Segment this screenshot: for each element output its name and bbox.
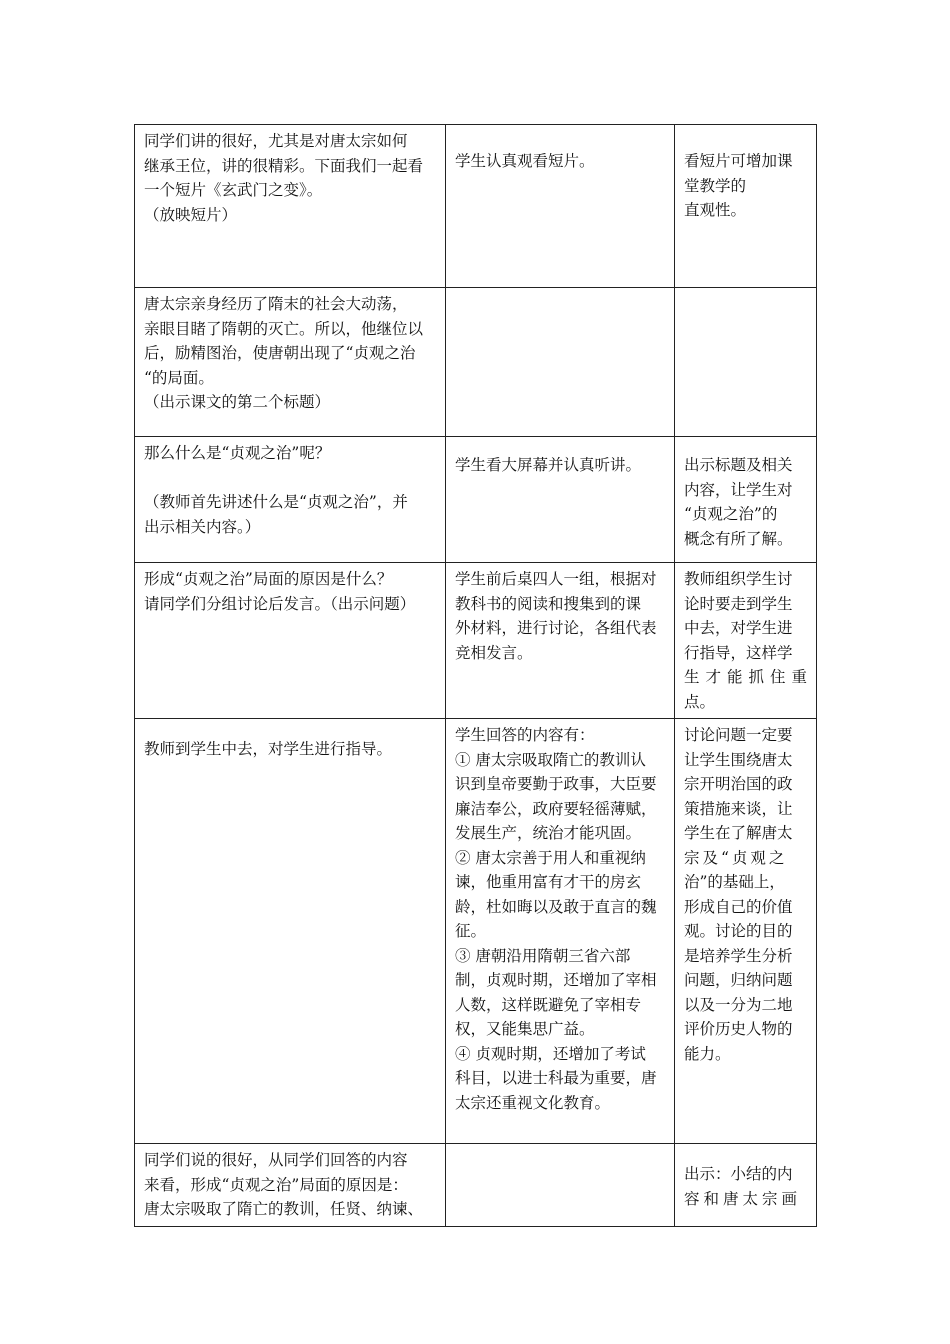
teacher-text: 后，励精图治，使唐朝出现了“贞观之治	[144, 344, 416, 362]
student-text: 竞相发言。	[455, 643, 533, 662]
table-row	[135, 125, 817, 288]
design-intent-cell	[675, 719, 817, 1144]
note-text: 生才能抓住重	[684, 668, 814, 686]
teacher-text: 形成“贞观之治”局面的原因是什么？	[144, 570, 393, 588]
teacher-activity-cell	[135, 125, 446, 288]
note-text: 观。讨论的目的	[684, 922, 793, 940]
note-text: 治”的基础上，	[684, 873, 785, 891]
teacher-text: 一个短片《玄武门之变》。	[144, 181, 323, 199]
design-intent-cell	[675, 288, 817, 437]
teacher-text: 请同学们分组讨论后发言。（出示问题）	[144, 594, 416, 613]
design-intent-cell	[675, 1144, 817, 1227]
student-text: ③ 唐朝沿用隋朝三省六部	[455, 946, 631, 965]
note-text: 中去，对学生进	[684, 619, 793, 637]
note-text: 讨论问题一定要	[684, 726, 793, 744]
note-text: 问题，归纳问题	[684, 971, 793, 989]
student-text: 识到皇帝要勤于政事，大臣要	[455, 775, 657, 793]
note-text: 出示标题及相关	[684, 456, 793, 474]
note-text: 直观性。	[684, 201, 747, 219]
design-intent-cell	[675, 437, 817, 563]
note-text: 堂教学的	[684, 176, 747, 195]
teacher-text: （出示课文的第二个标题）	[144, 393, 331, 411]
student-text: ④ 贞观时期，还增加了考试	[455, 1044, 646, 1063]
student-text: 太宗还重视文化教育。	[455, 1093, 611, 1112]
student-text: 制，贞观时期，还增加了宰相	[455, 971, 657, 989]
student-text: 发展生产，统治才能巩固。	[455, 824, 642, 842]
teacher-text: 唐太宗亲身经历了隋末的社会大动荡，	[144, 295, 408, 313]
teacher-text: 同学们讲的很好，尤其是对唐太宗如何	[144, 132, 408, 150]
teacher-text: （教师首先讲述什么是“贞观之治”，并	[144, 493, 408, 511]
teacher-text: 唐太宗吸取了隋亡的教训，任贤、纳谏、	[144, 1200, 424, 1218]
student-text: 学生认真观看短片。	[455, 152, 595, 170]
note-text: 策措施来谈，让	[684, 799, 793, 818]
design-intent-cell	[675, 125, 817, 288]
student-text: ① 唐太宗吸取隋亡的教训认	[455, 750, 646, 769]
note-text: 形成自己的价值	[684, 897, 793, 916]
design-intent-cell	[675, 563, 817, 719]
teacher-activity-cell	[135, 1144, 446, 1227]
note-text: 是培养学生分析	[684, 946, 793, 965]
student-text: 谏，他重用富有才干的房玄	[455, 873, 642, 891]
teacher-activity-cell	[135, 563, 446, 719]
student-text: 权，又能集思广益。	[455, 1020, 595, 1038]
student-text: 学生回答的内容有：	[455, 726, 595, 744]
student-text: 征。	[455, 922, 487, 940]
student-text: 学生前后桌四人一组，根据对	[455, 570, 657, 588]
student-text: 廉洁奉公，政府要轻徭薄赋，	[455, 799, 657, 818]
note-text: 让学生围绕唐太	[684, 750, 793, 769]
student-text: 龄，杜如晦以及敢于直言的魏	[455, 897, 657, 916]
lesson-plan-table	[134, 124, 817, 1227]
teacher-activity-cell	[135, 719, 446, 1144]
table-row	[135, 719, 817, 1144]
note-text: 宗开明治国的政	[684, 775, 793, 793]
table-row	[135, 563, 817, 719]
student-text: ② 唐太宗善于用人和重视纳	[455, 848, 646, 867]
table-row	[135, 437, 817, 563]
student-activity-cell	[446, 719, 675, 1144]
teacher-text: 同学们说的很好，从同学们回答的内容	[144, 1151, 408, 1169]
student-text: 科目，以进士科最为重要，唐	[455, 1069, 657, 1087]
student-text: 教科书的阅读和搜集到的课	[455, 594, 642, 613]
teacher-text: 教师到学生中去，对学生进行指导。	[144, 740, 393, 758]
note-text: 看短片可增加课	[684, 152, 793, 170]
note-text: 论时要走到学生	[684, 594, 793, 613]
teacher-text: “的局面。	[144, 368, 214, 387]
student-text: 人数，这样既避免了宰相专	[455, 995, 642, 1014]
student-activity-cell	[446, 437, 675, 563]
teacher-text: 出示相关内容。）	[144, 517, 261, 536]
note-text: 内容，让学生对	[684, 480, 793, 499]
note-text: 点。	[684, 692, 716, 711]
teacher-text: （放映短片）	[144, 205, 238, 224]
table-row	[135, 1144, 817, 1227]
teacher-activity-cell	[135, 437, 446, 563]
student-activity-cell	[446, 125, 675, 288]
teacher-activity-cell	[135, 288, 446, 437]
table-row	[135, 288, 817, 437]
teacher-text: 亲眼目睹了隋朝的灭亡。所以，他继位以	[144, 319, 424, 338]
note-text: 概念有所了解。	[684, 529, 793, 548]
teacher-text: 继承王位，讲的很精彩。下面我们一起看	[144, 156, 424, 175]
student-activity-cell	[446, 288, 675, 437]
note-text: 以及一分为二地	[684, 995, 793, 1014]
student-activity-cell	[446, 563, 675, 719]
student-text: 外材料，进行讨论，各组代表	[455, 619, 657, 637]
note-text: 行指导，这样学	[684, 643, 793, 662]
note-text: 出示：小结的内	[684, 1165, 793, 1183]
note-text: 容和唐太宗画	[684, 1189, 802, 1208]
note-text: 评价历史人物的	[684, 1020, 793, 1038]
note-text: 能力。	[684, 1044, 731, 1063]
note-text: “贞观之治”的	[684, 505, 778, 523]
note-text: 教师组织学生讨	[684, 570, 793, 588]
teacher-text: 那么什么是“贞观之治”呢？	[144, 444, 331, 462]
student-activity-cell	[446, 1144, 675, 1227]
teacher-text: 来看，形成“贞观之治”局面的原因是：	[144, 1175, 408, 1194]
note-text: 学生在了解唐太	[684, 824, 793, 842]
student-text: 学生看大屏幕并认真听讲。	[455, 456, 642, 474]
note-text: 宗及“贞观之	[684, 848, 788, 867]
